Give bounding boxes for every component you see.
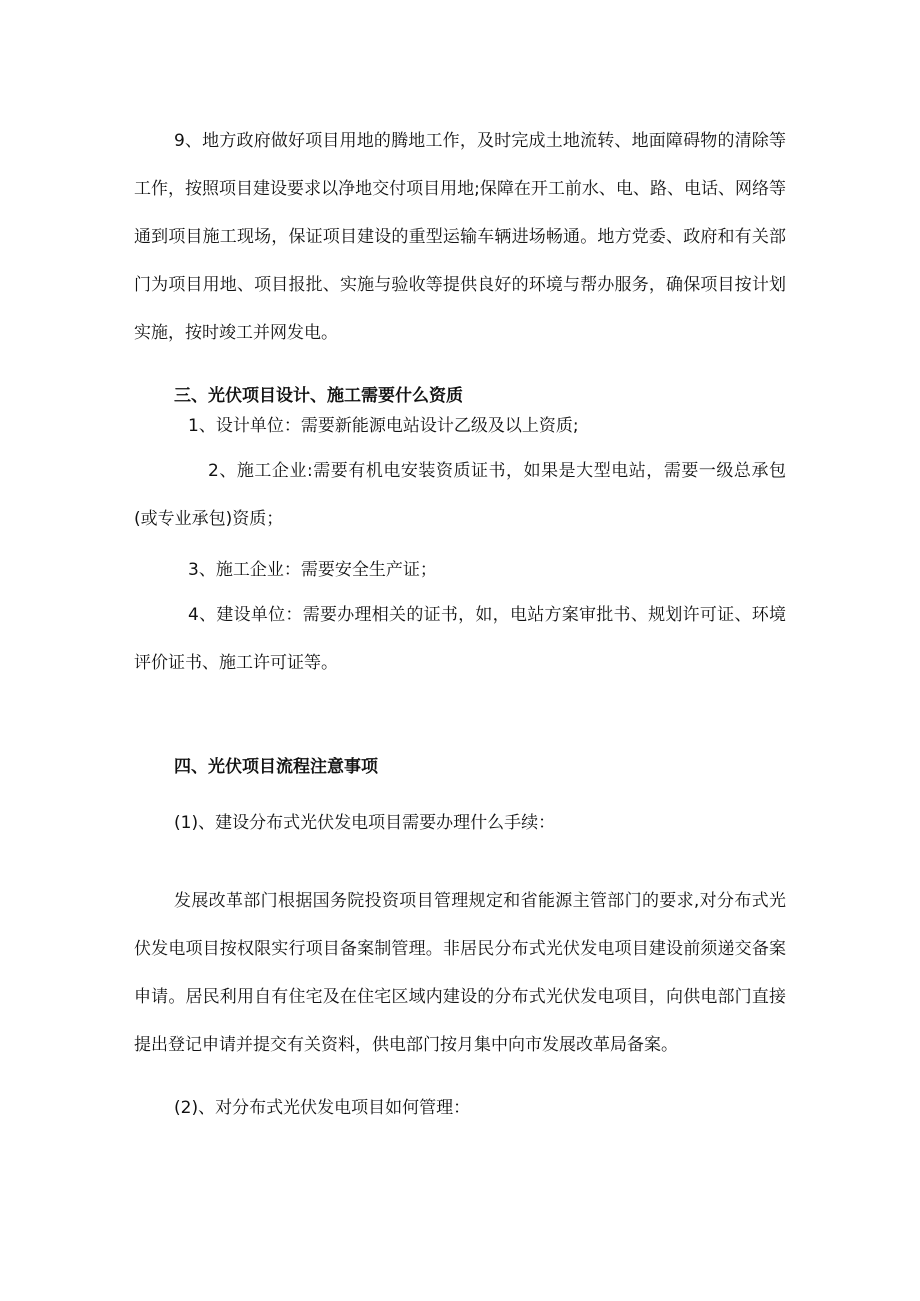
question-procedures: (1)、建设分布式光伏发电项目需要办理什么手续： — [174, 813, 556, 833]
qualification-item-design: 1、设计单位：需要新能源电站设计乙级及以上资质; — [188, 416, 579, 436]
qualification-item-owner: 4、建设单位：需要办理相关的证书，如，电站方案审批书、规划许可证、环境评价证书、施工许可证等。 — [134, 605, 786, 673]
qualification-item-construction-license: 2、施工企业:需要有机电安装资质证书，如果是大型电站，需要一级总承包(或专业承包)资质； — [134, 461, 786, 529]
paragraph-local-government: 9、地方政府做好项目用地的腾地工作，及时完成土地流转、地面障碍物的清除等工作，按照项目建设要求以净地交付项目用地;保障在开工前水、电、路、电话、网络等通到项目施工现场，保证项目建设的重型运输车辆进场畅通。地方党委、政府和有关部门为项目用地、项目报批、实施与验收等提供良好的环境与帮办服务，确保项目按计划实施，按时竣工并网发电。 — [134, 131, 786, 343]
question-management: (2)、对分布式光伏发电项目如何管理： — [174, 1098, 471, 1118]
qualification-item-safety: 3、施工企业：需要安全生产证； — [188, 560, 437, 580]
section-heading-process-notes: 四、光伏项目流程注意事项 — [174, 757, 378, 777]
section-heading-qualifications: 三、光伏项目设计、施工需要什么资质 — [174, 386, 463, 406]
answer-procedures: 发展改革部门根据国务院投资项目管理规定和省能源主管部门的要求,对分布式光伏发电项目按权限实行项目备案制管理。非居民分布式光伏发电项目建设前须递交备案申请。居民利用自有住宅及在住宅区域内建设的分布式光伏发电项目，向供电部门直接提出登记申请并提交有关资料，供电部门按月集中向市发展改革局备案。 — [134, 891, 786, 1055]
